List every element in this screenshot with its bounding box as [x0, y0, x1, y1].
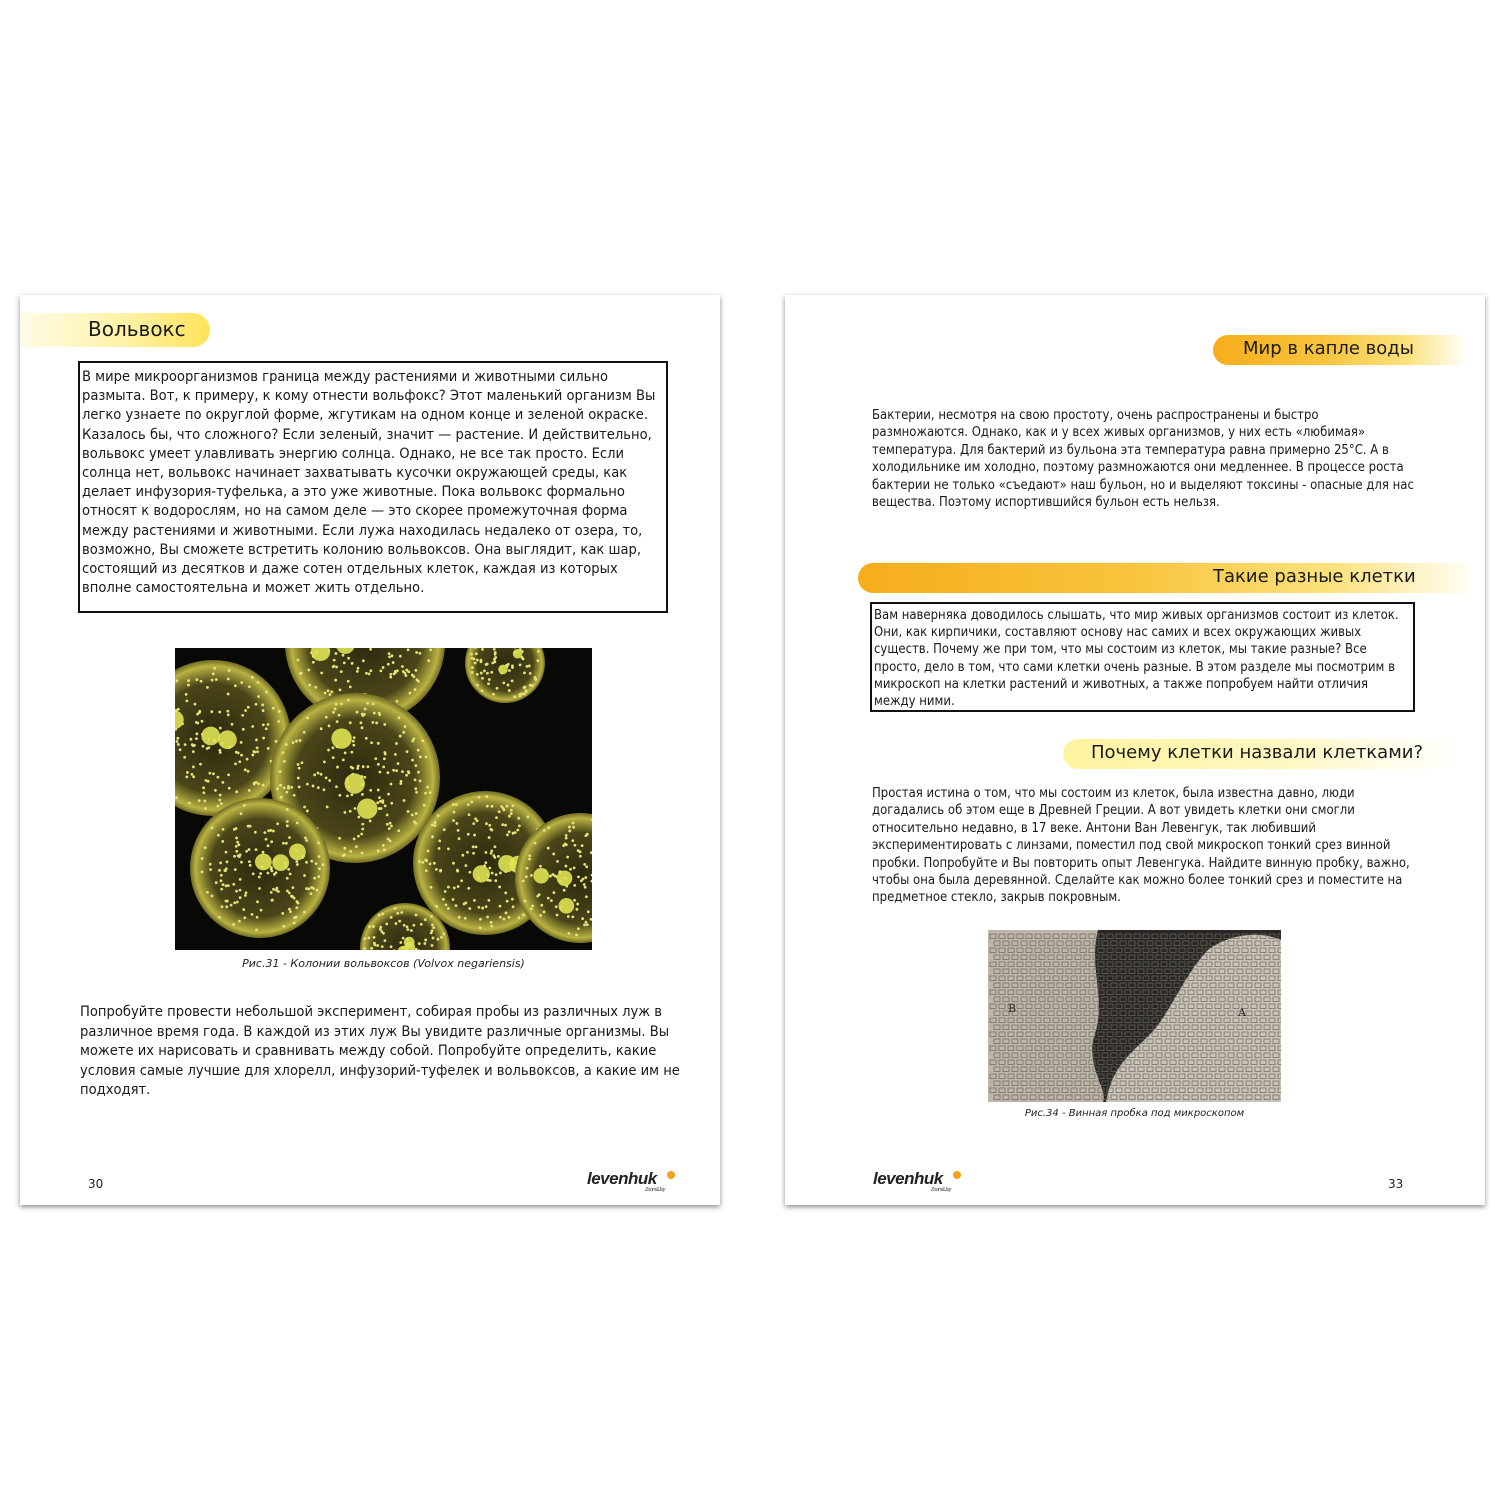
- figure-caption-31: Рис.31 - Колонии вольвоксов (Volvox negariensis): [242, 957, 525, 970]
- logo-text: levenhuk: [873, 1169, 943, 1188]
- volvox-micrograph: [175, 648, 592, 950]
- page-number: 33: [1388, 1177, 1404, 1191]
- heading-text: Вольвокс: [88, 317, 186, 341]
- volvox-intro-box: [78, 361, 668, 613]
- heading-text: Почему клетки назвали клетками?: [1091, 742, 1424, 763]
- heading-text: Мир в капле воды: [1243, 338, 1414, 359]
- section-heading-why-cells: [1063, 739, 1468, 769]
- cells-intro-box: [870, 602, 1415, 712]
- figure-label-a: A: [1238, 1006, 1246, 1019]
- logo-dot-icon: [953, 1171, 961, 1179]
- history-text: Простая истина о том, что мы состоим из клеток, была известна давно, люди догадались об этом еще в Древней Греции. А вот увидеть клетки они смогли относительно недавно, в 17 веке. Антони Ван Левенгук, так любивший экспериментировать с линзами, поместил под свой микроскоп тонкий срез винной пробки. Попробуйте и Вы повторить опыт Левенгука. Найдите винную пробку, важно, чтобы она была деревянной. Сделайте как можно более тонкий срез и поместите на предметное стекло, закрыв покровным.: [872, 786, 1410, 906]
- left-page: [20, 295, 720, 1205]
- cells-intro-text: Вам наверняка доводилось слышать, что мир живых организмов состоит из клеток. Они, как кирпичики, составляют основу нас самих и всех окружающих живых существ. Почему же при том, что мы состоим из клеток, мы такие разные? Все просто, дело в том, что сами клетки очень разные. В этом разделе мы посмотрим в микроскоп на клетки растений и животных, а также попробуем найти отличия между ними.: [874, 608, 1399, 710]
- logo-text: levenhuk: [587, 1169, 657, 1188]
- figure-caption-34: Рис.34 - Винная пробка под микроскопом: [1024, 1108, 1245, 1119]
- levenhuk-logo: [587, 1169, 677, 1195]
- section-heading-water-drop: [1213, 335, 1463, 365]
- volvox-intro-text: В мире микроорганизмов граница между растениями и животными сильно размыта. Вот, к примеру, к кому отнести вольфокс? Этот маленький организм Вы легко узнаете по округлой форме, жгутикам на одном конце и зеленой окраске. Казалось бы, что сложного? Если зеленый, значит — растение. И действительно, вольвокс умеет улавливать энергию солнца. Однако, не все так просто. Если солнца нет, вольвокс начинает захватывать кусочки окружающей среды, как делает инфузория-туфелька, а это уже животные. Пока вольвокс формально относят к водорослям, но на самом деле — это скорее промежуточная форма между растениями и животными. Если лужа находилась недалеко от озера, то, возможно, Вы сможете встретить колонию вольвоксов. Она выглядит, как шар, состоящий из десятков и даже сотен отдельных клеток, каждая из которых вполне самостоятельна и может жить отдельно.: [82, 368, 656, 597]
- logo-tagline: Zoom&Joy: [931, 1187, 951, 1193]
- volvox-colony: [190, 798, 330, 938]
- bacteria-text: Бактерии, несмотря на свою простоту, очень распространены и быстро размножаются. Однако, как и у всех живых организмов, у них есть «любимая» температура. Для бактерий из бульона эта температура равна примерно 25°С. А в холодильнике им холодно, поэтому размножаются они медленнее. В процессе роста бактерии не только «съедают» наш бульон, но и выделяют токсины - опасные для нас вещества. Поэтому испортившийся бульон есть нельзя.: [872, 408, 1414, 511]
- logo-tagline: Zoom&Joy: [645, 1187, 665, 1193]
- page-number: 30: [88, 1177, 104, 1191]
- right-page: [785, 295, 1485, 1205]
- volvox-outro-text: Попробуйте провести небольшой эксперимент, собирая пробы из различных луж в различное время года. В каждой из этих луж Вы увидите различные организмы. Вы можете их нарисовать и сравнивать между собой. Попробуйте определить, какие условия самые лучшие для хлорелл, инфузорий-туфелек и вольвоксов, а какие им не подходят.: [80, 1003, 680, 1099]
- section-heading-volvox: [20, 313, 210, 347]
- cork-micrograph: [988, 930, 1281, 1102]
- figure-label-b: B: [1008, 1002, 1017, 1015]
- heading-text: Такие разные клетки: [1213, 566, 1416, 587]
- logo-dot-icon: [667, 1171, 675, 1179]
- section-heading-different-cells: [858, 563, 1468, 593]
- levenhuk-logo: [873, 1169, 963, 1195]
